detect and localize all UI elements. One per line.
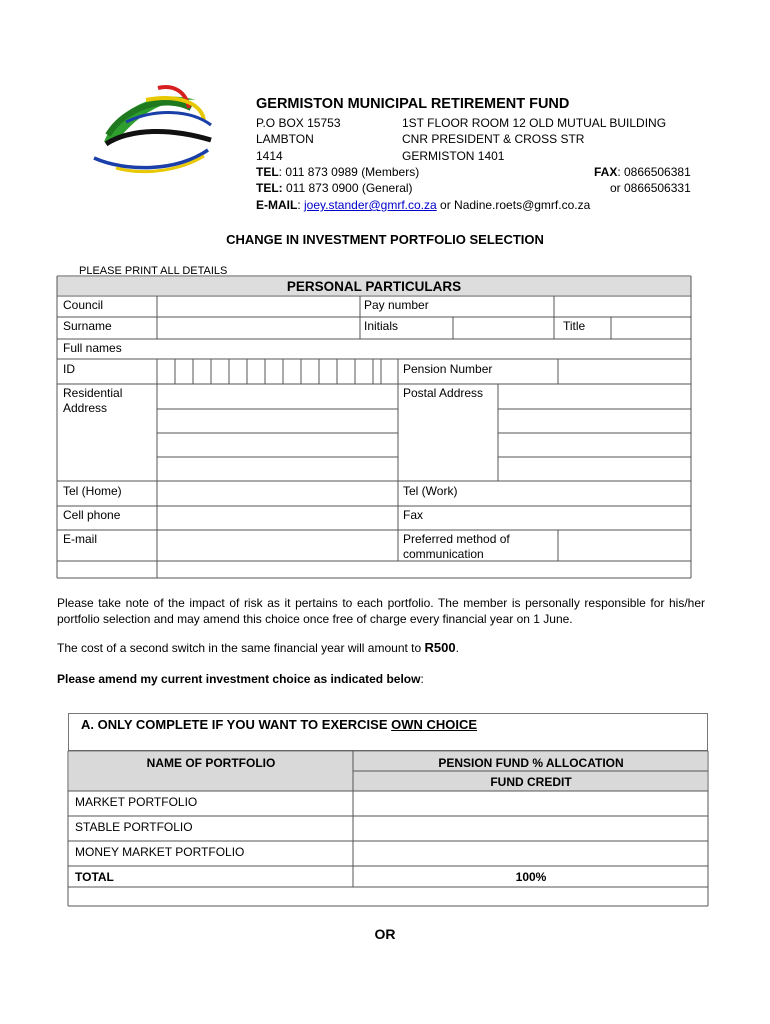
row-stable-portfolio: STABLE PORTFOLIO — [75, 820, 193, 834]
email-field-label: E-mail — [63, 532, 98, 546]
total-value: 100% — [515, 870, 547, 884]
section-a-prefix: A. ONLY COMPLETE IF YOU WANT TO EXERCISE — [81, 717, 392, 732]
form-title: CHANGE IN INVESTMENT PORTFOLIO SELECTION — [226, 232, 544, 247]
preferred-method-label-2: communication — [403, 547, 484, 561]
cell-phone-label: Cell phone — [63, 508, 121, 522]
tel-work-label: Tel (Work) — [403, 484, 458, 498]
amend-colon: : — [420, 672, 424, 686]
cost-value: R500 — [424, 640, 456, 655]
postal-code: 1414 — [256, 149, 283, 163]
col-portfolio-header: NAME OF PORTFOLIO — [146, 756, 276, 770]
fax-label: FAX — [594, 165, 618, 179]
market-allocation-input[interactable] — [354, 792, 707, 815]
personal-particulars-heading: PERSONAL PARTICULARS — [57, 277, 691, 295]
council-label: Council — [63, 298, 104, 312]
initials-label: Initials — [364, 319, 399, 333]
id-label: ID — [63, 362, 75, 376]
total-label: TOTAL — [75, 870, 114, 884]
tel-general-value: 011 873 0900 (General) — [282, 181, 413, 195]
po-box: P.O BOX 15753 — [256, 116, 341, 130]
or-divider: OR — [374, 926, 396, 942]
col-allocation-header: PENSION FUND % ALLOCATION — [438, 756, 624, 770]
lambton: LAMBTON — [256, 132, 314, 146]
address-line-1: 1ST FLOOR ROOM 12 OLD MUTUAL BUILDING — [402, 116, 667, 130]
row-market-portfolio: MARKET PORTFOLIO — [75, 795, 198, 809]
tel-home-label: Tel (Home) — [63, 484, 122, 498]
preferred-method-label-1: Preferred method of — [403, 532, 510, 546]
title-label: Title — [563, 319, 586, 333]
address-line-2: CNR PRESIDENT & CROSS STR — [402, 132, 585, 146]
fax-2: or 0866506331 — [610, 181, 691, 195]
cost-suffix: . — [455, 641, 459, 655]
row-money-market-portfolio: MONEY MARKET PORTFOLIO — [75, 845, 245, 859]
email-label: E-MAIL — [256, 198, 298, 212]
print-note: PLEASE PRINT ALL DETAILS — [79, 265, 228, 277]
email-rest: or Nadine.roets@gmrf.co.za — [436, 198, 591, 212]
full-names-label: Full names — [63, 341, 122, 355]
residential-label-1: Residential — [63, 386, 123, 400]
pay-number-label: Pay number — [364, 298, 429, 312]
cost-prefix: The cost of a second switch in the same financial year will amount to — [57, 641, 425, 655]
money-market-allocation-input[interactable] — [354, 842, 707, 865]
own-choice-text: OWN CHOICE — [391, 717, 478, 732]
stable-allocation-input[interactable] — [354, 817, 707, 840]
fax-field-label: Fax — [403, 508, 424, 522]
surname-label: Surname — [63, 319, 112, 333]
org-name: GERMISTON MUNICIPAL RETIREMENT FUND — [256, 96, 570, 112]
email-link[interactable]: joey.stander@gmrf.co.za — [304, 198, 437, 212]
pension-number-label: Pension Number — [403, 362, 493, 376]
residential-label-2: Address — [63, 401, 108, 415]
tel-label-2: TEL: — [256, 181, 283, 195]
amend-text: Please amend my current investment choice as indicated below — [57, 672, 421, 686]
tel-members-value: : 011 873 0989 (Members) — [278, 165, 420, 179]
postal-address-label: Postal Address — [403, 386, 484, 400]
col-fund-credit-header: FUND CREDIT — [490, 775, 572, 789]
risk-note: Please take note of the impact of risk as it pertains to each portfolio. The member is personally responsible for his/her portfolio selection and may amend this choice once free of charge every financial year on 1 June. — [57, 596, 705, 626]
address-line-3: GERMISTON 1401 — [402, 149, 505, 163]
fax-1-value: : 0866506381 — [617, 165, 691, 179]
email-colon: : — [297, 198, 304, 212]
tel-label: TEL — [256, 165, 279, 179]
